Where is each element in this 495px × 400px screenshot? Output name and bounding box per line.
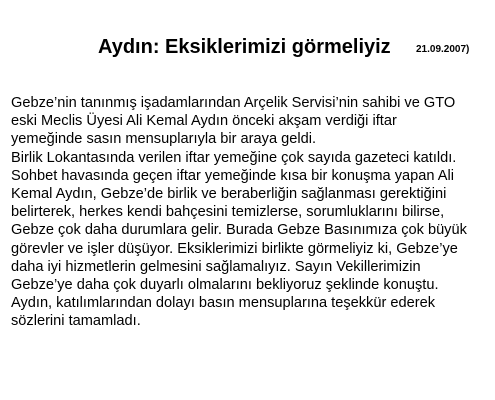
article-header [0, 36, 495, 66]
body-line: daha iyi hizmetlerin gelmesini sağlamalıyız. Sayın Vekillerimizin [11, 258, 421, 275]
body-line: yemeğinde sasın mensuplarıyla bir araya geldi. [11, 131, 317, 148]
body-line: görevler ve işler düşüyor. Eksiklerimizi birlikte görmeliyiz ki, Gebze’ye [11, 240, 458, 257]
body-line: Gebze’nin tanınmış işadamlarından Arçelik Servisi’nin sahibi ve GTO [11, 95, 456, 111]
body-line: eski Meclis Üyesi Ali Kemal Aydın önceki akşam verdiği iftar [11, 113, 397, 130]
body-line: belirterek, herkes kendi bahçesini temizlerse, sorumluklarını bilirse, [11, 204, 445, 221]
body-line: Gebze çok daha durumlara gelir. Burada Gebze Basınımıza çok büyük [11, 222, 467, 239]
body-line: sözlerini tamamladı. [11, 313, 141, 330]
body-line: Birlik Lokantasında verilen iftar yemeğine çok sayıda gazeteci katıldı. [11, 149, 457, 166]
body-line: Aydın, katılımlarından dolayı basın mensuplarına teşekkür ederek [11, 295, 435, 312]
body-line: Gebze’ye daha çok duyarlı olmalarını bekliyoruz şeklinde konuştu. [11, 277, 439, 294]
article-title: Aydın: Eksiklerimizi görmeliyiz [98, 36, 391, 58]
body-line: Kemal Aydın, Gebze’de birlik ve beraberliğin sağlanması gerektiğini [11, 186, 447, 203]
body-line: Sohbet havasında geçen iftar yemeğinde kısa bir konuşma yapan Ali [11, 167, 454, 184]
article-date: 21.09.2007) [416, 44, 470, 55]
article-body [11, 94, 491, 331]
